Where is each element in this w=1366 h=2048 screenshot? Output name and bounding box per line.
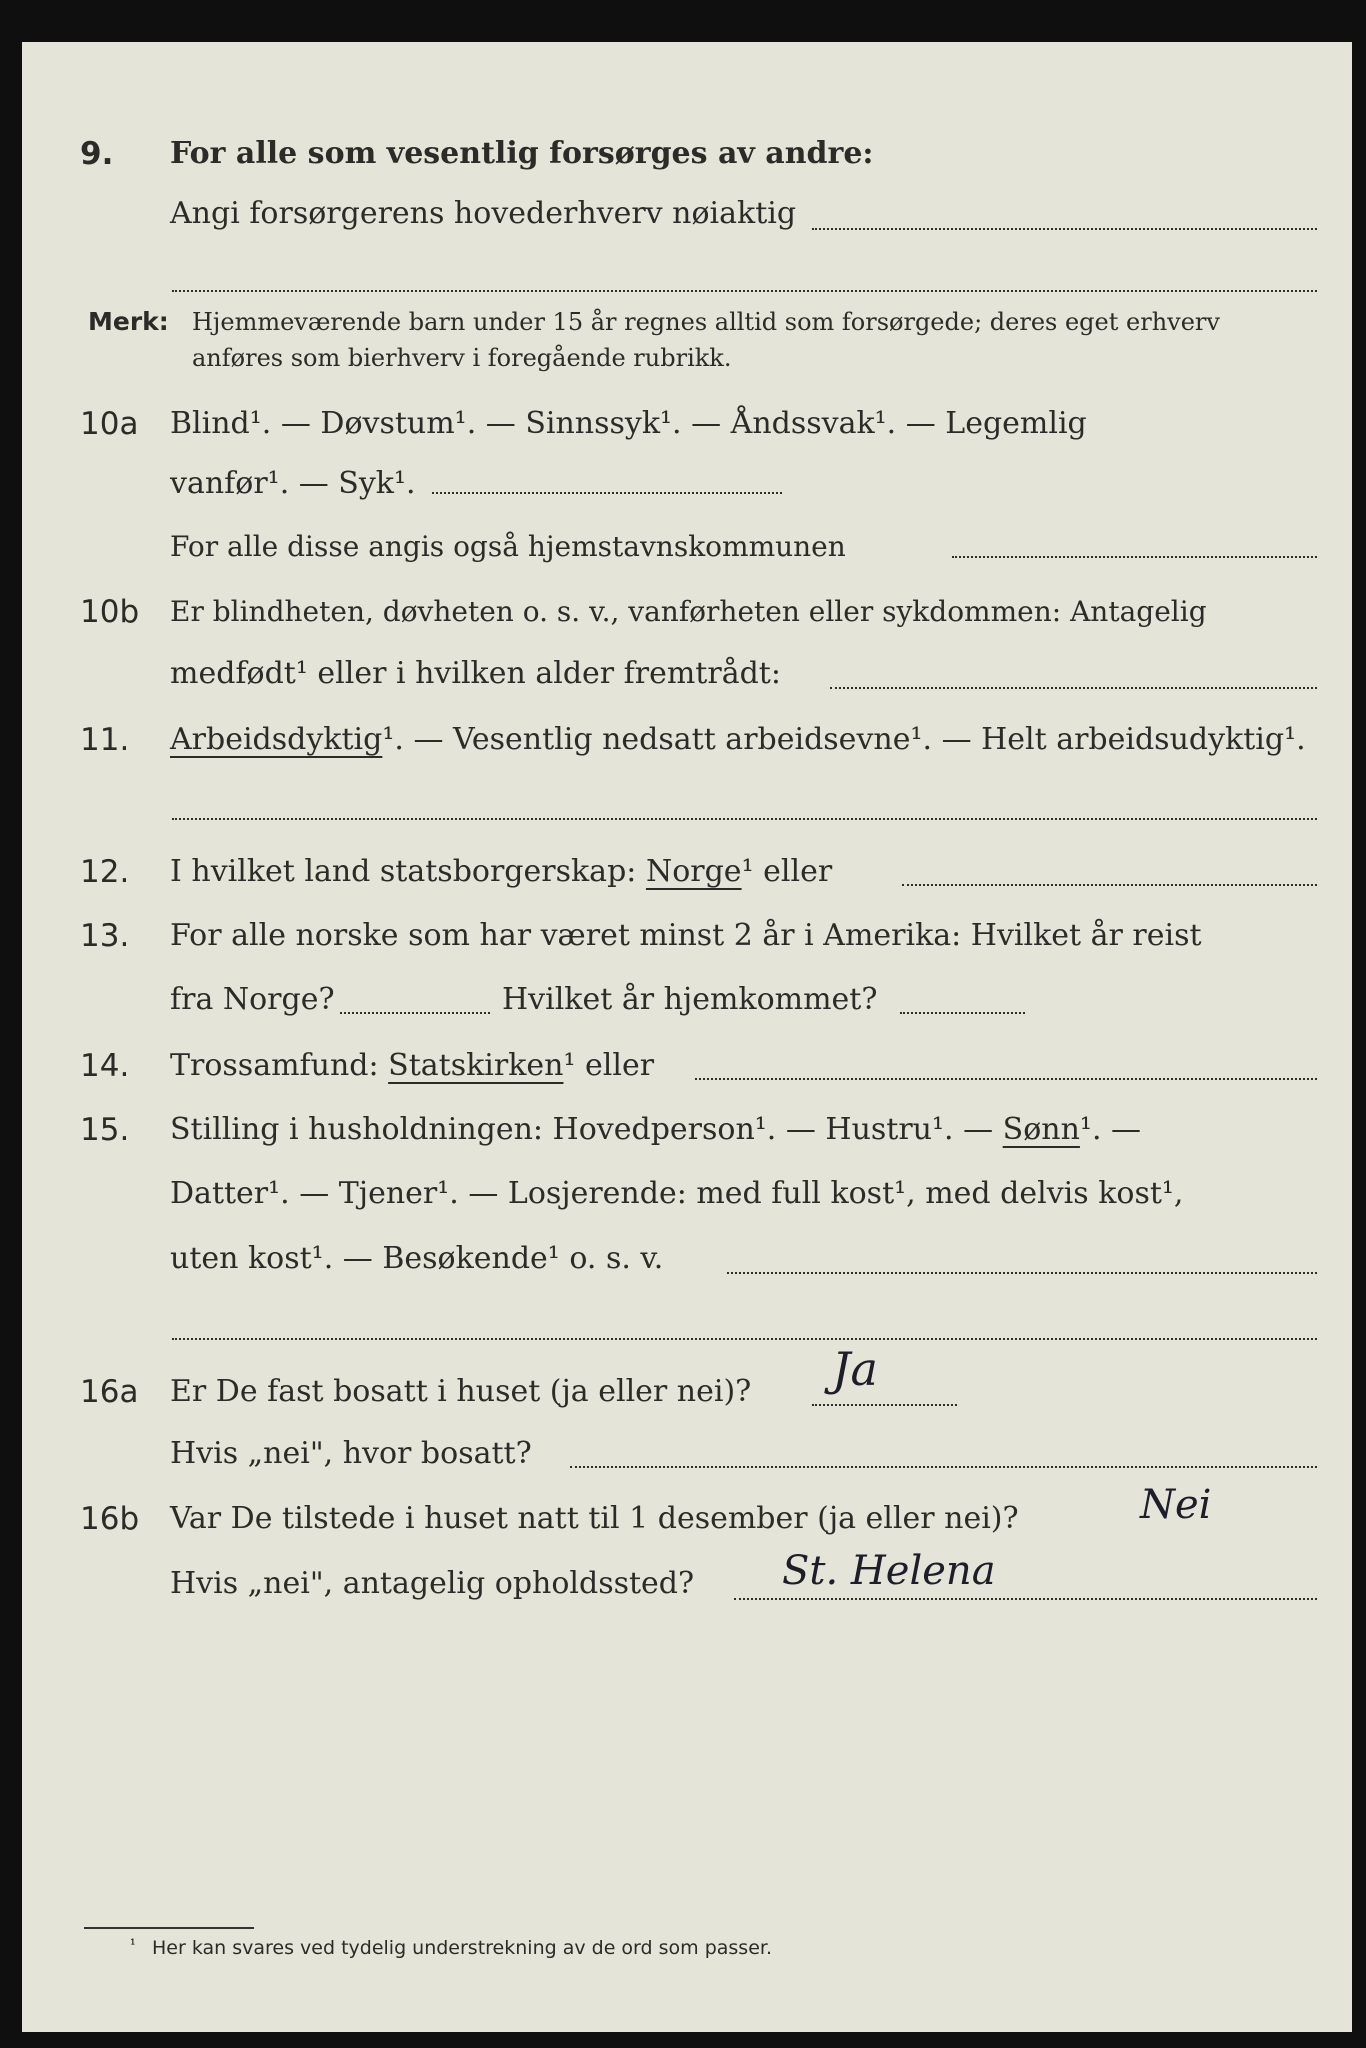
q16a-answer-line[interactable] [812,1404,957,1406]
q14-answer-line[interactable] [695,1078,1317,1080]
merk-line2 [22,340,1352,384]
q12-prompt: I hvilket land statsborgerskap: [170,854,637,889]
q16b-handwritten-answer: Nei [1140,1482,1212,1528]
q15-prompt: Stilling i husholdningen: Hovedperson¹. — Hustru¹. — [170,1112,994,1147]
q11-options [170,718,1306,762]
q15-options-2: Datter¹. — Tjener¹. — Losjerende: med full kost¹, med delvis kost¹, [170,1176,1184,1211]
q12-number: 12. [80,854,130,890]
q15-selected-option[interactable]: Sønn [1002,1112,1080,1147]
q10a-answer-line[interactable] [432,492,782,494]
q9-answer-line-2[interactable] [172,290,1317,292]
q10a-options-2: vanfør¹. — Syk¹. [170,466,416,501]
q10b-line2 [22,652,1352,696]
q13-number: 13. [80,918,130,954]
q11-selected-option[interactable]: Arbeidsdyktig [170,722,383,757]
footnote-mark: ¹ [130,1937,136,1953]
q15-answer-line-2[interactable] [172,1338,1317,1340]
q10a-home-line[interactable] [952,556,1317,558]
merk-label: Merk: [88,307,169,336]
q14-question [170,1044,654,1088]
q11-rest: ¹. — Vesentlig nedsatt arbeidsevne¹. — Helt arbeidsudyktig¹. [382,722,1306,757]
q9-answer-line[interactable] [812,228,1317,230]
q13-line1 [22,914,1352,958]
footnote-rule [84,1927,254,1929]
q10b-line1 [22,590,1352,634]
footnote-text: Her kan svares ved tydelig understrekning av de ord som passer. [152,1937,772,1959]
q16b-question: Var De tilstede i huset natt til 1 desember (ja eller nei)? [170,1501,1019,1536]
q12-answer-line[interactable] [902,884,1317,886]
q16a-question: Er De fast bosatt i huset (ja eller nei)? [170,1374,752,1409]
q13-question: For alle norske som har været minst 2 år i Amerika: Hvilket år reist [170,918,1202,953]
q16b-location-line[interactable] [734,1598,1317,1600]
q13-line2 [22,978,1352,1022]
q15-number: 15. [80,1112,130,1148]
census-form-page [22,42,1352,2032]
q11-line [22,718,1352,762]
q11-number: 11. [80,722,130,758]
merk-text-2: anføres som bierhverv i foregående rubrikk. [192,344,732,372]
q13-left-answer-line[interactable] [340,1012,490,1014]
q14-prompt: Trossamfund: [170,1048,379,1083]
q9-heading: For alle som vesentlig forsørges av andre: [170,136,874,171]
q15-answer-line[interactable] [727,1272,1317,1274]
q16a-number: 16a [80,1374,139,1410]
q16a-where-prompt: Hvis „nei", hvor bosatt? [170,1436,532,1471]
q13-return-year: Hvilket år hjemkommet? [502,982,878,1017]
q10b-number: 10b [80,594,140,630]
q10a-number: 10a [80,406,139,442]
q15-line2 [22,1172,1352,1216]
q15-options-3: uten kost¹. — Besøkende¹ o. s. v. [170,1241,664,1276]
q10a-line3 [22,525,1352,569]
q16a-line1 [22,1370,1352,1414]
merk-text-1: Hjemmeværende barn under 15 år regnes alltid som forsørgede; deres eget erhverv [192,308,1220,336]
q16a-line2 [22,1432,1352,1476]
q10a-options: Blind¹. — Døvstum¹. — Sinnssyk¹. — Åndssvak¹. — Legemlig [170,406,1087,441]
q11-answer-line[interactable] [172,818,1317,820]
q15-options-1 [170,1108,1141,1152]
q10a-line1 [22,402,1352,446]
q16b-handwritten-location: St. Helena [782,1548,996,1594]
q9-line1 [22,132,1352,176]
q16a-handwritten-answer: Ja [832,1342,878,1396]
q16a-where-line[interactable] [570,1466,1317,1468]
q9-number: 9. [80,136,114,172]
q15-line1 [22,1108,1352,1152]
q12-line [22,850,1352,894]
q10b-question-2: medfødt¹ eller i hvilken alder fremtrådt: [170,656,781,691]
q12-selected-option[interactable]: Norge [645,854,742,889]
q13-left-year: fra Norge? [170,982,335,1017]
q10a-line2 [22,462,1352,506]
q15-post: ¹. — [1079,1112,1142,1147]
q14-number: 14. [80,1048,130,1084]
q12-post: ¹ eller [741,854,833,889]
q15-line3 [22,1237,1352,1281]
q10b-question: Er blindheten, døvheten o. s. v., vanførheten eller sykdommen: Antagelig [170,595,1207,628]
q16b-number: 16b [80,1501,140,1537]
q13-return-answer-line[interactable] [900,1012,1025,1014]
q10a-home-prompt: For alle disse angis også hjemstavnskommunen [170,530,846,563]
q16b-location-prompt: Hvis „nei", antagelig opholdssted? [170,1566,695,1601]
q9-prompt: Angi forsørgerens hovederhverv nøiaktig [170,196,797,231]
q10b-answer-line[interactable] [830,687,1317,689]
q14-selected-option[interactable]: Statskirken [388,1048,564,1083]
q14-line [22,1044,1352,1088]
q12-question [170,850,832,894]
q14-post: ¹ eller [563,1048,655,1083]
